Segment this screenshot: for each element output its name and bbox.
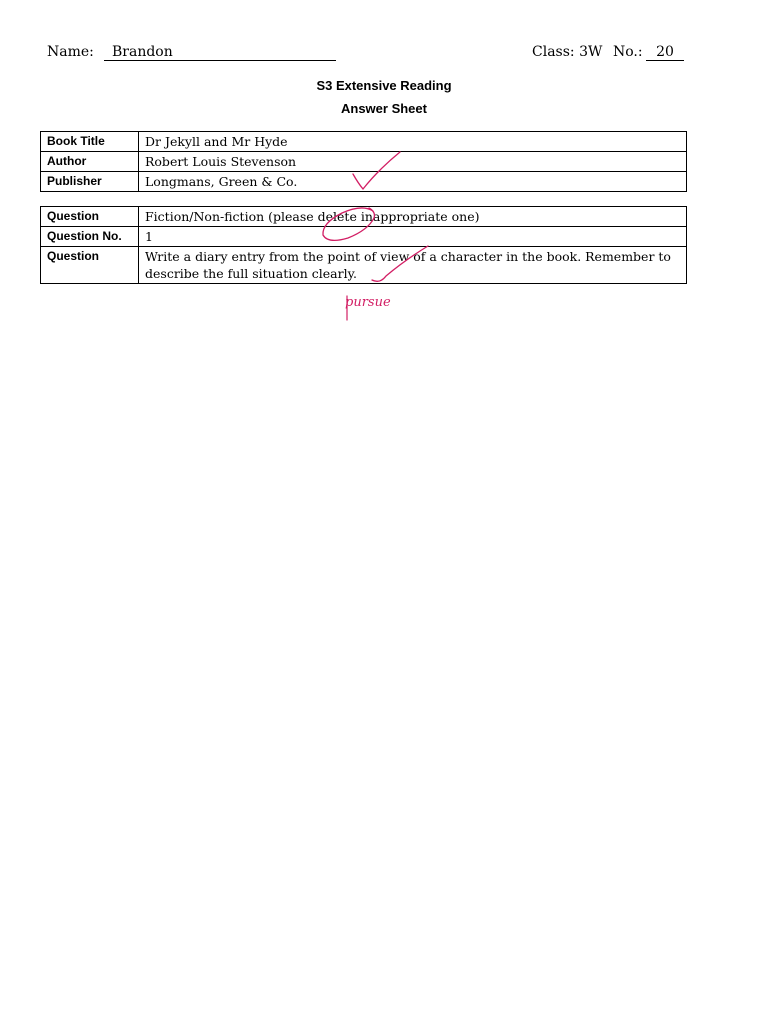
row-value: Write a diary entry from the point of view of a character in the book. Remember to describe the full situation clearly. (139, 247, 687, 284)
row-label: Question (41, 207, 139, 227)
table-row (41, 207, 687, 227)
number-field: 20 (646, 44, 684, 61)
row-value: Robert Louis Stevenson (139, 152, 687, 172)
row-label: Question (41, 247, 139, 284)
table-row (41, 247, 687, 284)
row-value: Fiction/Non-fiction (please delete inappropriate one) (139, 207, 687, 227)
name-label: Name: (47, 44, 94, 60)
document-title: S3 Extensive Reading (316, 78, 452, 93)
row-label: Author (41, 152, 139, 172)
row-value: Longmans, Green & Co. (139, 172, 687, 192)
row-value: Dr Jekyll and Mr Hyde (139, 132, 687, 152)
row-label: Publisher (41, 172, 139, 192)
row-label: Question No. (41, 227, 139, 247)
name-field: Brandon (104, 44, 336, 61)
table-row (41, 172, 687, 192)
class-label: Class: 3W (532, 44, 603, 60)
question-table (40, 206, 687, 284)
document-subtitle: Answer Sheet (341, 101, 427, 116)
table-row (41, 132, 687, 152)
table-row (41, 227, 687, 247)
row-value: 1 (139, 227, 687, 247)
row-label: Book Title (41, 132, 139, 152)
number-label: No.: (613, 44, 643, 60)
book-info-table (40, 131, 687, 192)
table-row (41, 152, 687, 172)
handwritten-word: pursue (345, 295, 391, 310)
